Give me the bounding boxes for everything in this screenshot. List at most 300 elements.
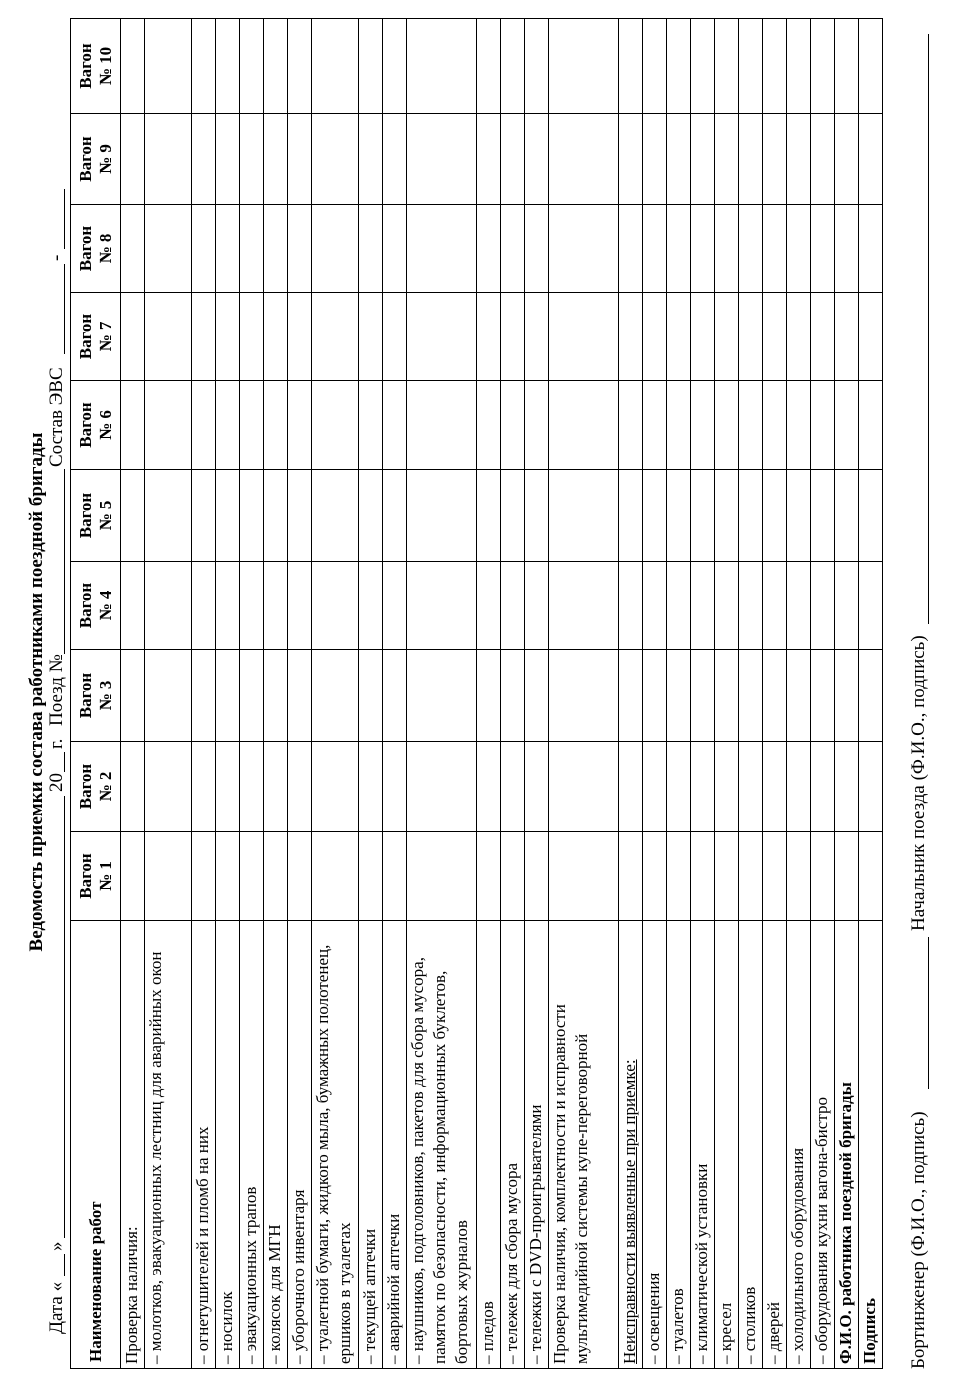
check-cell[interactable] [715, 293, 739, 381]
header-car [71, 832, 121, 921]
check-cell[interactable] [501, 114, 525, 205]
check-cell[interactable] [739, 381, 763, 470]
check-cell[interactable] [240, 562, 264, 650]
check-cell[interactable] [359, 650, 383, 742]
check-cell[interactable] [312, 470, 359, 562]
check-cell[interactable] [145, 381, 192, 470]
check-cell[interactable] [549, 114, 619, 205]
flight-engineer-signature-line[interactable] [928, 937, 929, 1089]
check-cell[interactable] [240, 205, 264, 293]
check-cell[interactable] [525, 742, 549, 832]
check-cell[interactable] [739, 114, 763, 205]
check-cell[interactable] [192, 650, 216, 742]
car-label: Вагон [75, 313, 95, 360]
check-cell[interactable] [407, 381, 477, 470]
check-cell[interactable] [312, 293, 359, 381]
check-cell[interactable] [383, 650, 407, 742]
check-cell[interactable] [787, 205, 811, 293]
check-cell[interactable] [691, 114, 715, 205]
check-cell[interactable] [787, 114, 811, 205]
check-cell[interactable] [359, 470, 383, 562]
check-cell[interactable] [288, 381, 312, 470]
row-label: Подпись [859, 921, 883, 1369]
check-cell[interactable] [691, 205, 715, 293]
check-cell[interactable] [477, 19, 501, 114]
check-cell[interactable] [192, 19, 216, 114]
check-cell[interactable] [763, 381, 787, 470]
car-number: № 8 [95, 233, 115, 264]
table-row [835, 19, 859, 1369]
check-cell[interactable] [763, 205, 787, 293]
check-cell[interactable] [407, 742, 477, 832]
check-cell[interactable] [787, 832, 811, 921]
check-cell[interactable] [240, 114, 264, 205]
check-cell[interactable] [763, 832, 787, 921]
check-cell[interactable] [383, 562, 407, 650]
date-close-quote: » [46, 1241, 67, 1251]
check-cell[interactable] [288, 293, 312, 381]
check-cell[interactable] [619, 562, 643, 650]
check-cell[interactable] [477, 742, 501, 832]
check-cell[interactable] [667, 381, 691, 470]
check-cell[interactable] [501, 381, 525, 470]
check-cell[interactable] [477, 832, 501, 921]
check-cell[interactable] [549, 205, 619, 293]
check-cell[interactable] [192, 832, 216, 921]
check-cell[interactable] [240, 470, 264, 562]
check-cell[interactable] [811, 205, 835, 293]
check-cell[interactable] [715, 742, 739, 832]
check-cell[interactable] [859, 470, 883, 562]
check-cell[interactable] [739, 470, 763, 562]
check-cell[interactable] [216, 562, 240, 650]
check-cell[interactable] [312, 562, 359, 650]
check-cell[interactable] [859, 19, 883, 114]
check-cell[interactable] [501, 19, 525, 114]
train-label: Поезд № [46, 654, 67, 726]
check-cell[interactable] [359, 205, 383, 293]
check-cell[interactable] [145, 19, 192, 114]
check-cell[interactable] [643, 381, 667, 470]
check-cell[interactable] [619, 19, 643, 114]
check-cell[interactable] [739, 562, 763, 650]
check-cell[interactable] [811, 293, 835, 381]
check-cell[interactable] [811, 832, 835, 921]
check-cell[interactable] [549, 742, 619, 832]
row-label: – носилок [216, 921, 240, 1369]
check-cell[interactable] [359, 19, 383, 114]
flight-engineer-label: Бортинженер (Ф.И.О., подпись) [908, 1111, 929, 1369]
check-cell[interactable] [835, 19, 859, 114]
check-cell[interactable] [525, 293, 549, 381]
check-cell[interactable] [859, 205, 883, 293]
check-cell[interactable] [763, 650, 787, 742]
check-cell[interactable] [715, 19, 739, 114]
check-cell[interactable] [192, 205, 216, 293]
car-label: Вагон [75, 672, 95, 719]
check-cell[interactable] [835, 742, 859, 832]
check-cell[interactable] [811, 381, 835, 470]
check-cell[interactable] [501, 562, 525, 650]
check-cell[interactable] [667, 293, 691, 381]
check-cell[interactable] [383, 293, 407, 381]
check-cell[interactable] [383, 742, 407, 832]
check-cell[interactable] [264, 381, 288, 470]
table-row [811, 19, 835, 1369]
check-cell[interactable] [763, 562, 787, 650]
check-cell[interactable] [835, 650, 859, 742]
check-cell[interactable] [763, 742, 787, 832]
check-cell[interactable] [145, 205, 192, 293]
check-cell[interactable] [715, 832, 739, 921]
check-cell[interactable] [192, 470, 216, 562]
header-car [71, 650, 121, 742]
check-cell[interactable] [835, 562, 859, 650]
check-cell[interactable] [216, 381, 240, 470]
composition-label: Состав ЭВС [46, 367, 67, 467]
check-cell[interactable] [811, 742, 835, 832]
check-cell[interactable] [501, 205, 525, 293]
check-cell[interactable] [763, 470, 787, 562]
check-cell[interactable] [477, 650, 501, 742]
check-cell[interactable] [288, 742, 312, 832]
check-cell[interactable] [216, 470, 240, 562]
check-cell[interactable] [407, 19, 477, 114]
check-cell[interactable] [619, 650, 643, 742]
check-cell[interactable] [501, 742, 525, 832]
check-cell[interactable] [216, 650, 240, 742]
check-cell[interactable] [715, 381, 739, 470]
check-cell[interactable] [407, 114, 477, 205]
check-cell[interactable] [312, 19, 359, 114]
check-cell[interactable] [288, 114, 312, 205]
check-cell[interactable] [859, 114, 883, 205]
check-cell[interactable] [288, 832, 312, 921]
check-cell[interactable] [145, 114, 192, 205]
check-cell[interactable] [121, 114, 145, 205]
check-cell[interactable] [216, 114, 240, 205]
check-cell[interactable] [619, 293, 643, 381]
check-cell[interactable] [240, 832, 264, 921]
check-cell[interactable] [359, 114, 383, 205]
check-cell[interactable] [667, 19, 691, 114]
check-cell[interactable] [383, 19, 407, 114]
check-cell[interactable] [859, 562, 883, 650]
check-cell[interactable] [407, 832, 477, 921]
check-cell[interactable] [691, 381, 715, 470]
check-cell[interactable] [264, 832, 288, 921]
check-cell[interactable] [787, 742, 811, 832]
check-cell[interactable] [407, 205, 477, 293]
check-cell[interactable] [739, 742, 763, 832]
check-cell[interactable] [240, 742, 264, 832]
check-cell[interactable] [619, 205, 643, 293]
check-cell[interactable] [288, 205, 312, 293]
car-label: Вагон [75, 402, 95, 448]
check-cell[interactable] [264, 650, 288, 742]
header-car [71, 470, 121, 562]
header-work-name: Наименование работ [71, 921, 121, 1369]
check-cell[interactable] [359, 381, 383, 470]
check-cell[interactable] [264, 19, 288, 114]
check-cell[interactable] [643, 562, 667, 650]
check-cell[interactable] [525, 19, 549, 114]
check-cell[interactable] [383, 381, 407, 470]
check-cell[interactable] [619, 832, 643, 921]
check-cell[interactable] [501, 650, 525, 742]
check-cell[interactable] [787, 19, 811, 114]
check-cell[interactable] [312, 650, 359, 742]
composition-dash: - [46, 254, 67, 261]
check-cell[interactable] [643, 293, 667, 381]
check-cell[interactable] [667, 650, 691, 742]
check-cell[interactable] [739, 650, 763, 742]
car-label: Вагон [75, 225, 95, 272]
check-cell[interactable] [264, 114, 288, 205]
check-cell[interactable] [739, 205, 763, 293]
check-cell[interactable] [739, 19, 763, 114]
check-cell[interactable] [121, 293, 145, 381]
check-cell[interactable] [145, 832, 192, 921]
row-label: – уборочного инвентаря [288, 921, 312, 1369]
check-cell[interactable] [525, 114, 549, 205]
check-cell[interactable] [477, 205, 501, 293]
car-number: № 10 [95, 46, 115, 86]
check-cell[interactable] [643, 114, 667, 205]
check-cell[interactable] [240, 293, 264, 381]
train-chief-signature-line[interactable] [928, 34, 929, 624]
check-cell[interactable] [145, 293, 192, 381]
check-cell[interactable] [787, 650, 811, 742]
check-cell[interactable] [787, 381, 811, 470]
check-cell[interactable] [383, 470, 407, 562]
check-cell[interactable] [715, 562, 739, 650]
row-label: – климатической установки [691, 921, 715, 1369]
check-cell[interactable] [763, 114, 787, 205]
check-cell[interactable] [216, 19, 240, 114]
check-cell[interactable] [859, 381, 883, 470]
check-cell[interactable] [501, 470, 525, 562]
year-suffix: г. [46, 738, 67, 749]
check-cell[interactable] [145, 650, 192, 742]
check-cell[interactable] [643, 19, 667, 114]
check-cell[interactable] [525, 381, 549, 470]
check-cell[interactable] [787, 562, 811, 650]
check-cell[interactable] [811, 19, 835, 114]
check-cell[interactable] [643, 470, 667, 562]
check-cell[interactable] [525, 205, 549, 293]
check-cell[interactable] [691, 650, 715, 742]
check-cell[interactable] [192, 742, 216, 832]
check-cell[interactable] [407, 562, 477, 650]
check-cell[interactable] [859, 650, 883, 742]
check-cell[interactable] [549, 19, 619, 114]
check-cell[interactable] [192, 114, 216, 205]
check-cell[interactable] [549, 470, 619, 562]
check-cell[interactable] [216, 293, 240, 381]
check-cell[interactable] [192, 381, 216, 470]
check-cell[interactable] [667, 742, 691, 832]
check-cell[interactable] [763, 19, 787, 114]
check-cell[interactable] [619, 381, 643, 470]
check-cell[interactable] [549, 293, 619, 381]
check-cell[interactable] [859, 742, 883, 832]
check-cell[interactable] [525, 562, 549, 650]
check-cell[interactable] [739, 293, 763, 381]
check-cell[interactable] [359, 742, 383, 832]
check-cell[interactable] [811, 470, 835, 562]
check-cell[interactable] [477, 381, 501, 470]
check-cell[interactable] [477, 562, 501, 650]
check-cell[interactable] [691, 742, 715, 832]
check-cell[interactable] [312, 742, 359, 832]
check-cell[interactable] [549, 650, 619, 742]
check-cell[interactable] [501, 832, 525, 921]
check-cell[interactable] [667, 205, 691, 293]
table-row [787, 19, 811, 1369]
check-cell[interactable] [811, 650, 835, 742]
check-cell[interactable] [835, 381, 859, 470]
check-cell[interactable] [383, 832, 407, 921]
check-cell[interactable] [763, 293, 787, 381]
check-cell[interactable] [619, 742, 643, 832]
check-cell[interactable] [240, 381, 264, 470]
check-cell[interactable] [121, 470, 145, 562]
check-cell[interactable] [691, 293, 715, 381]
check-cell[interactable] [264, 293, 288, 381]
check-cell[interactable] [264, 205, 288, 293]
check-cell[interactable] [383, 205, 407, 293]
check-cell[interactable] [312, 381, 359, 470]
date-label: Дата « [46, 1281, 67, 1334]
defects-heading: Неисправности выявленные при приемке: [620, 1059, 639, 1364]
check-cell[interactable] [691, 562, 715, 650]
check-cell[interactable] [121, 205, 145, 293]
check-cell[interactable] [643, 742, 667, 832]
check-cell[interactable] [312, 205, 359, 293]
check-cell[interactable] [477, 114, 501, 205]
check-cell[interactable] [192, 562, 216, 650]
check-cell[interactable] [715, 650, 739, 742]
check-cell[interactable] [145, 470, 192, 562]
check-cell[interactable] [525, 832, 549, 921]
check-cell[interactable] [407, 470, 477, 562]
check-cell[interactable] [121, 832, 145, 921]
header-car [71, 19, 121, 114]
row-label: – эвакуационных трапов [240, 921, 264, 1369]
check-cell[interactable] [715, 205, 739, 293]
row-label: – тележки с DVD-проигрывателями [525, 921, 549, 1369]
check-cell[interactable] [691, 470, 715, 562]
check-cell[interactable] [240, 650, 264, 742]
check-cell[interactable] [667, 832, 691, 921]
check-cell[interactable] [691, 19, 715, 114]
check-cell[interactable] [859, 832, 883, 921]
check-cell[interactable] [145, 562, 192, 650]
check-cell[interactable] [715, 470, 739, 562]
check-cell[interactable] [359, 562, 383, 650]
check-cell[interactable] [835, 114, 859, 205]
row-label: – тележек для сбора мусора [501, 921, 525, 1369]
check-cell[interactable] [835, 832, 859, 921]
signature-footer [908, 0, 934, 1384]
table-row [288, 19, 312, 1369]
check-cell[interactable] [549, 381, 619, 470]
check-cell[interactable] [288, 650, 312, 742]
check-cell[interactable] [383, 114, 407, 205]
check-cell[interactable] [549, 562, 619, 650]
check-cell[interactable] [643, 205, 667, 293]
check-cell[interactable] [145, 742, 192, 832]
check-cell[interactable] [477, 470, 501, 562]
check-cell[interactable] [264, 470, 288, 562]
check-cell[interactable] [787, 470, 811, 562]
check-cell[interactable] [619, 470, 643, 562]
header-car [71, 114, 121, 205]
check-cell[interactable] [525, 650, 549, 742]
check-cell[interactable] [835, 470, 859, 562]
check-cell[interactable] [477, 293, 501, 381]
check-cell[interactable] [811, 562, 835, 650]
check-cell[interactable] [549, 832, 619, 921]
row-label: Проверка наличия, комплектности и исправности мультимедийной системы купе-переговорной [549, 921, 619, 1369]
check-cell[interactable] [359, 832, 383, 921]
check-cell[interactable] [121, 562, 145, 650]
row-label: – освещения [643, 921, 667, 1369]
check-cell[interactable] [835, 293, 859, 381]
row-label: Ф.И.О. работника поездной бригады [835, 921, 859, 1369]
table-row [739, 19, 763, 1369]
check-cell[interactable] [691, 832, 715, 921]
check-cell[interactable] [312, 114, 359, 205]
check-cell[interactable] [525, 470, 549, 562]
check-cell[interactable] [288, 19, 312, 114]
check-cell[interactable] [121, 19, 145, 114]
check-cell[interactable] [835, 205, 859, 293]
row-label: – молотков, эвакуационных лестниц для аварийных окон [145, 921, 192, 1369]
check-cell[interactable] [811, 114, 835, 205]
check-cell[interactable] [121, 742, 145, 832]
check-cell[interactable] [121, 381, 145, 470]
check-cell[interactable] [288, 562, 312, 650]
check-cell[interactable] [787, 293, 811, 381]
check-cell[interactable] [264, 562, 288, 650]
check-cell[interactable] [739, 832, 763, 921]
check-cell[interactable] [216, 832, 240, 921]
check-cell[interactable] [407, 650, 477, 742]
check-cell[interactable] [667, 114, 691, 205]
check-cell[interactable] [407, 293, 477, 381]
check-cell[interactable] [667, 470, 691, 562]
check-cell[interactable] [312, 832, 359, 921]
check-cell[interactable] [643, 832, 667, 921]
check-cell[interactable] [264, 742, 288, 832]
check-cell[interactable] [859, 293, 883, 381]
check-cell[interactable] [216, 205, 240, 293]
check-cell[interactable] [501, 293, 525, 381]
check-cell[interactable] [192, 293, 216, 381]
car-label: Вагон [75, 136, 95, 182]
check-cell[interactable] [359, 293, 383, 381]
check-cell[interactable] [667, 562, 691, 650]
check-cell[interactable] [643, 650, 667, 742]
check-cell[interactable] [240, 19, 264, 114]
check-cell[interactable] [216, 742, 240, 832]
check-cell[interactable] [619, 114, 643, 205]
check-cell[interactable] [288, 470, 312, 562]
check-cell[interactable] [121, 650, 145, 742]
check-cell[interactable] [715, 114, 739, 205]
